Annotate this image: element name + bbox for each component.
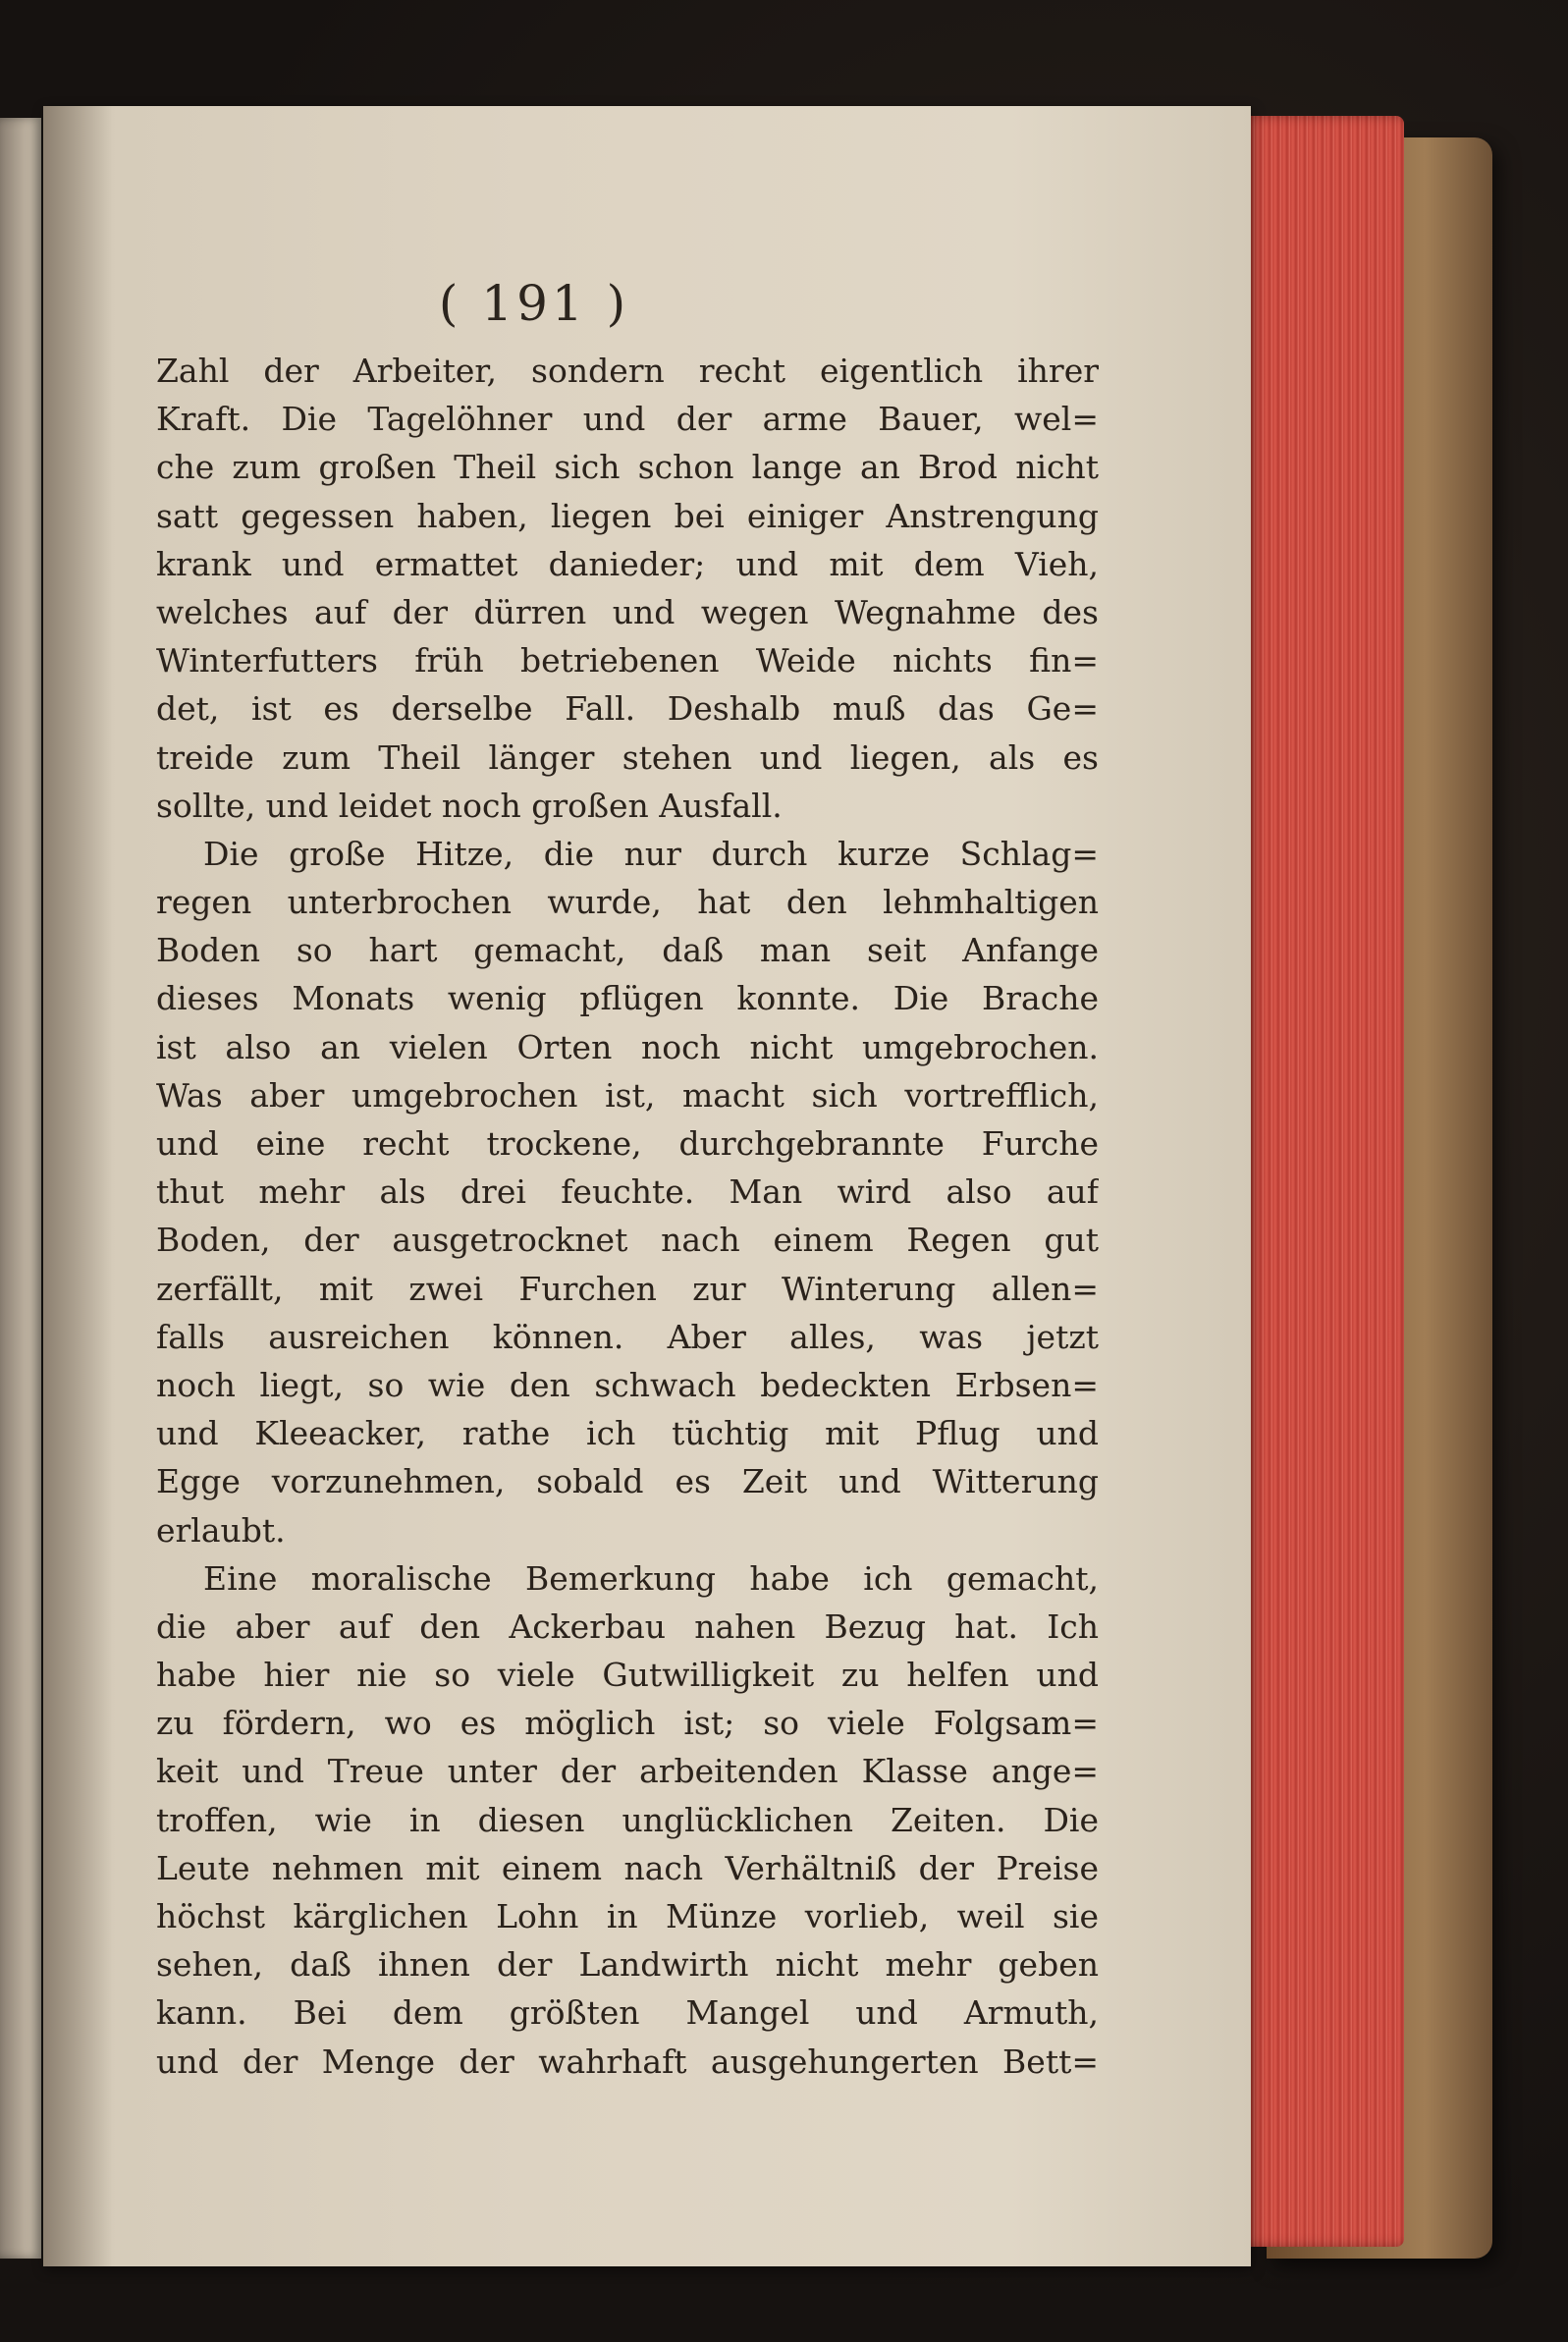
- text-line: zu fördern, wo es möglich ist; so viele Folgsam=: [156, 1704, 1099, 1743]
- text-line: Boden, der ausgetrocknet nach einem Regen gut: [156, 1221, 1099, 1260]
- text-line: Zahl der Arbeiter, sondern recht eigentlich ihrer: [156, 352, 1099, 390]
- page-text: [156, 347, 1099, 2086]
- text-line: Die große Hitze, die nur durch kurze Schlag=: [203, 834, 1099, 873]
- book-page: [43, 106, 1251, 2266]
- text-line: thut mehr als drei feuchte. Man wird also auf: [156, 1172, 1099, 1212]
- red-page-edges: [1237, 116, 1404, 2247]
- text-line: Egge vorzunehmen, sobald es Zeit und Witterung: [156, 1462, 1099, 1501]
- left-page-edge: [0, 118, 41, 2259]
- text-line: sollte, und leidet noch großen Ausfall.: [156, 786, 783, 825]
- text-line: und Kleeacker, rathe ich tüchtig mit Pflug und: [156, 1414, 1099, 1453]
- text-line: krank und ermattet danieder; und mit dem Vieh,: [156, 544, 1099, 583]
- text-line: und eine recht trockene, durchgebrannte Furche: [156, 1124, 1099, 1163]
- text-line: noch liegt, so wie den schwach bedeckten Erbsen=: [156, 1365, 1099, 1404]
- gutter-shadow: [43, 106, 112, 2266]
- text-line: sehen, daß ihnen der Landwirth nicht mehr geben: [156, 1945, 1099, 1985]
- text-line: Was aber umgebrochen ist, macht sich vortrefflich,: [156, 1075, 1099, 1115]
- text-line: che zum großen Theil sich schon lange an Brod nicht: [156, 448, 1099, 487]
- text-line: Winterfutters früh betriebenen Weide nichts fin=: [156, 641, 1099, 681]
- text-line: habe hier nie so viele Gutwilligkeit zu helfen und: [156, 1656, 1099, 1695]
- text-line: welches auf der dürren und wegen Wegnahme des: [156, 592, 1099, 631]
- text-line: erlaubt.: [156, 1510, 286, 1550]
- text-line: Boden so hart gemacht, daß man seit Anfange: [156, 931, 1099, 970]
- text-line: kann. Bei dem größten Mangel und Armuth,: [156, 1993, 1099, 2033]
- page-number: ( 191 ): [438, 275, 630, 332]
- text-line: treide zum Theil länger stehen und liegen, als es: [156, 737, 1099, 777]
- text-line: regen unterbrochen wurde, hat den lehmhaltigen: [156, 883, 1099, 922]
- text-line: det, ist es derselbe Fall. Deshalb muß das Ge=: [156, 689, 1099, 729]
- text-line: keit und Treue unter der arbeitenden Klasse ange=: [156, 1752, 1099, 1791]
- text-line: dieses Monats wenig pflügen konnte. Die Brache: [156, 979, 1099, 1018]
- text-line: troffen, wie in diesen unglücklichen Zeiten. Die: [156, 1800, 1099, 1839]
- text-line: und der Menge der wahrhaft ausgehungerten Bett=: [156, 2042, 1099, 2081]
- text-line: Eine moralische Bemerkung habe ich gemacht,: [203, 1558, 1099, 1598]
- text-line: Leute nehmen mit einem nach Verhältniß der Preise: [156, 1848, 1099, 1887]
- text-line: zerfällt, mit zwei Furchen zur Winterung allen=: [156, 1269, 1099, 1308]
- text-line: die aber auf den Ackerbau nahen Bezug hat. Ich: [156, 1607, 1099, 1646]
- text-line: falls ausreichen können. Aber alles, was jetzt: [156, 1317, 1099, 1356]
- text-line: höchst kärglichen Lohn in Münze vorlieb, weil sie: [156, 1897, 1099, 1935]
- text-line: Kraft. Die Tagelöhner und der arme Bauer, wel=: [156, 400, 1099, 439]
- text-line: satt gegessen haben, liegen bei einiger Anstrengung: [156, 496, 1099, 535]
- text-line: ist also an vielen Orten noch nicht umgebrochen.: [156, 1027, 1099, 1066]
